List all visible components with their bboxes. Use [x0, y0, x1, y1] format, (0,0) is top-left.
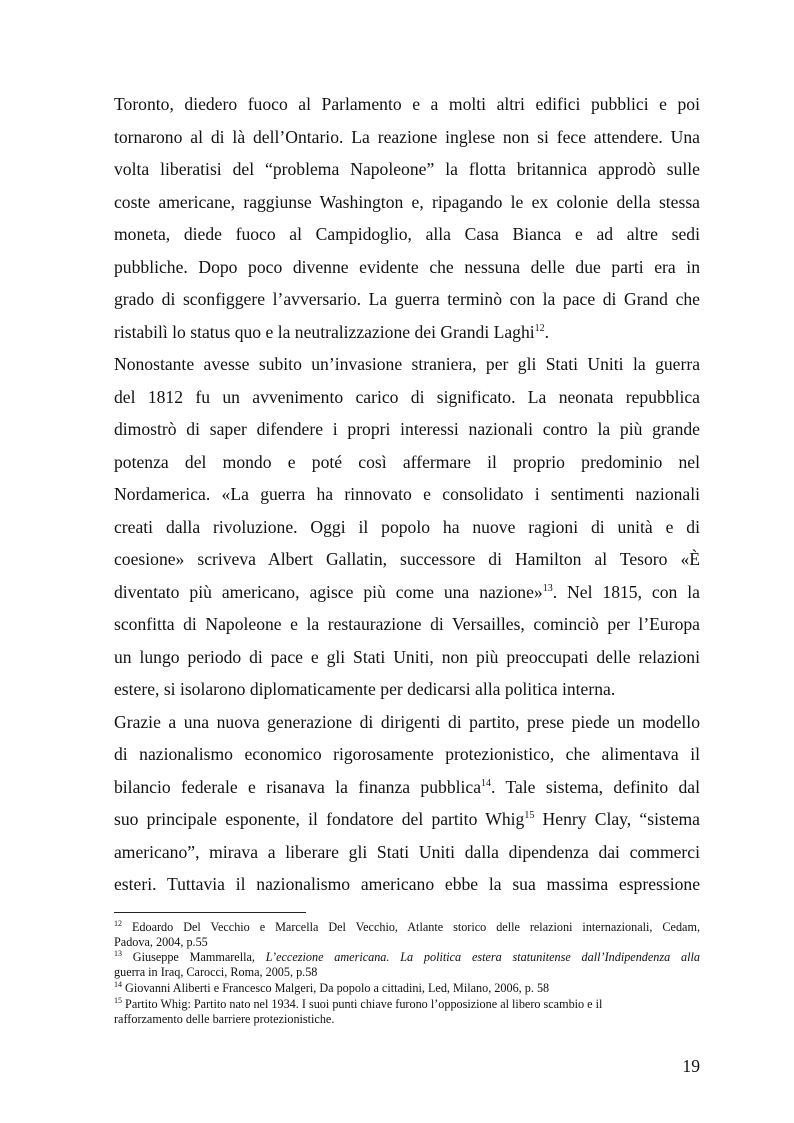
text-line: sconfitta di Napoleone e la restaurazione di Versailles, cominciò per l’Europa — [114, 614, 700, 634]
text-line: pubbliche. Dopo poco divenne evidente che nessuna delle due parti era in — [114, 257, 700, 277]
footnote — [114, 950, 700, 964]
footnote-continuation: Padova, 2004, p.55 — [114, 935, 208, 949]
text-line: dimostrò di saper difendere i propri interessi nazionali contro la più grande — [114, 419, 700, 439]
text-line — [114, 777, 700, 797]
text-line: di nazionalismo economico rigorosamente protezionistico, che alimentava il — [114, 744, 700, 764]
text-line: del 1812 fu un avvenimento carico di significato. La neonata repubblica — [114, 387, 700, 407]
footnote-text: Giovanni Aliberti e Francesco Malgeri, Da popolo a cittadini, Led, Milano, 2006, p. 58 — [122, 981, 550, 995]
footnote-ref: 13 — [542, 583, 553, 594]
line-text: . Nel 1815, con la — [552, 582, 700, 602]
text-line: un lungo periodo di pace e gli Stati Uniti, non più preoccupati delle relazioni — [114, 647, 700, 667]
page-number: 19 — [682, 1056, 700, 1076]
line-text: . — [544, 322, 550, 342]
footnote — [114, 997, 700, 1011]
text-line — [114, 809, 700, 829]
text-line: esteri. Tuttavia il nazionalismo americano ebbe la sua massima espressione — [114, 874, 700, 894]
footnote-number: 14 — [114, 980, 122, 989]
footnote-number: 13 — [114, 949, 122, 958]
text-line: Nordamerica. «La guerra ha rinnovato e consolidato i sentimenti nazionali — [114, 484, 700, 504]
text-line — [114, 322, 700, 342]
footnote-text: Giuseppe Mammarella, — [122, 950, 266, 964]
footnote-continuation: rafforzamento delle barriere protezionistiche. — [114, 1012, 335, 1026]
footnote — [114, 981, 700, 995]
footnote-number: 15 — [114, 996, 122, 1005]
text-line: grado di sconfiggere l’avversario. La guerra terminò con la pace di Grand che — [114, 289, 700, 309]
text-line — [114, 582, 700, 602]
text-line: tornarono al di là dell’Ontario. La reazione inglese non si fece attendere. Una — [114, 127, 700, 147]
footnote-separator — [114, 912, 306, 913]
line-text: diventato più americano, agisce più come una nazione» — [114, 582, 543, 602]
text-line: coesione» scriveva Albert Gallatin, successore di Hamilton al Tesoro «È — [114, 549, 700, 569]
footnote-continuation: guerra in Iraq, Carocci, Roma, 2005, p.58 — [114, 965, 318, 979]
text-line: moneta, diede fuoco al Campidoglio, alla Casa Bianca e ad altre sedi — [114, 224, 700, 244]
footnote-book-title: L’eccezione americana. La politica estera statunitense dall’Indipendenza alla — [265, 950, 700, 964]
text-line: Toronto, diedero fuoco al Parlamento e a molti altri edifici pubblici e poi — [114, 94, 700, 114]
text-line: coste americane, raggiunse Washington e, ripagando le ex colonie della stessa — [114, 192, 700, 212]
text-line: estere, si isolarono diplomaticamente per dedicarsi alla politica interna. — [114, 679, 616, 699]
text-line: volta liberatisi del “problema Napoleone” la flotta britannica approdò sulle — [114, 159, 700, 179]
line-text: . Tale sistema, definito dal — [491, 777, 700, 797]
footnote-ref: 12 — [534, 323, 545, 334]
line-text: suo principale esponente, il fondatore del partito Whig — [114, 809, 525, 829]
footnote-number: 12 — [114, 919, 122, 928]
text-line: creati dalla rivoluzione. Oggi il popolo ha nuove ragioni di unità e di — [114, 517, 700, 537]
footnote-text: Edoardo Del Vecchio e Marcella Del Vecchio, Atlante storico delle relazioni internazionali, Cedam, — [122, 920, 700, 934]
line-text: Henry Clay, “sistema — [534, 809, 700, 829]
text-line: Grazie a una nuova generazione di dirigenti di partito, prese piede un modello — [114, 712, 700, 732]
footnote — [114, 920, 700, 934]
text-line: potenza del mondo e poté così affermare il proprio predominio nel — [114, 452, 700, 472]
text-line: americano”, mirava a liberare gli Stati Uniti dalla dipendenza dai commerci — [114, 842, 700, 862]
footnote-text: Partito Whig: Partito nato nel 1934. I suoi punti chiave furono l’opposizione al libero scambio e il — [122, 997, 603, 1011]
line-text: ristabilì lo status quo e la neutralizzazione dei Grandi Laghi — [114, 322, 535, 342]
footnote-ref: 15 — [524, 810, 535, 821]
text-line: Nonostante avesse subito un’invasione straniera, per gli Stati Uniti la guerra — [114, 354, 700, 374]
footnote-ref: 14 — [481, 778, 492, 789]
line-text: bilancio federale e risanava la finanza pubblica — [114, 777, 482, 797]
